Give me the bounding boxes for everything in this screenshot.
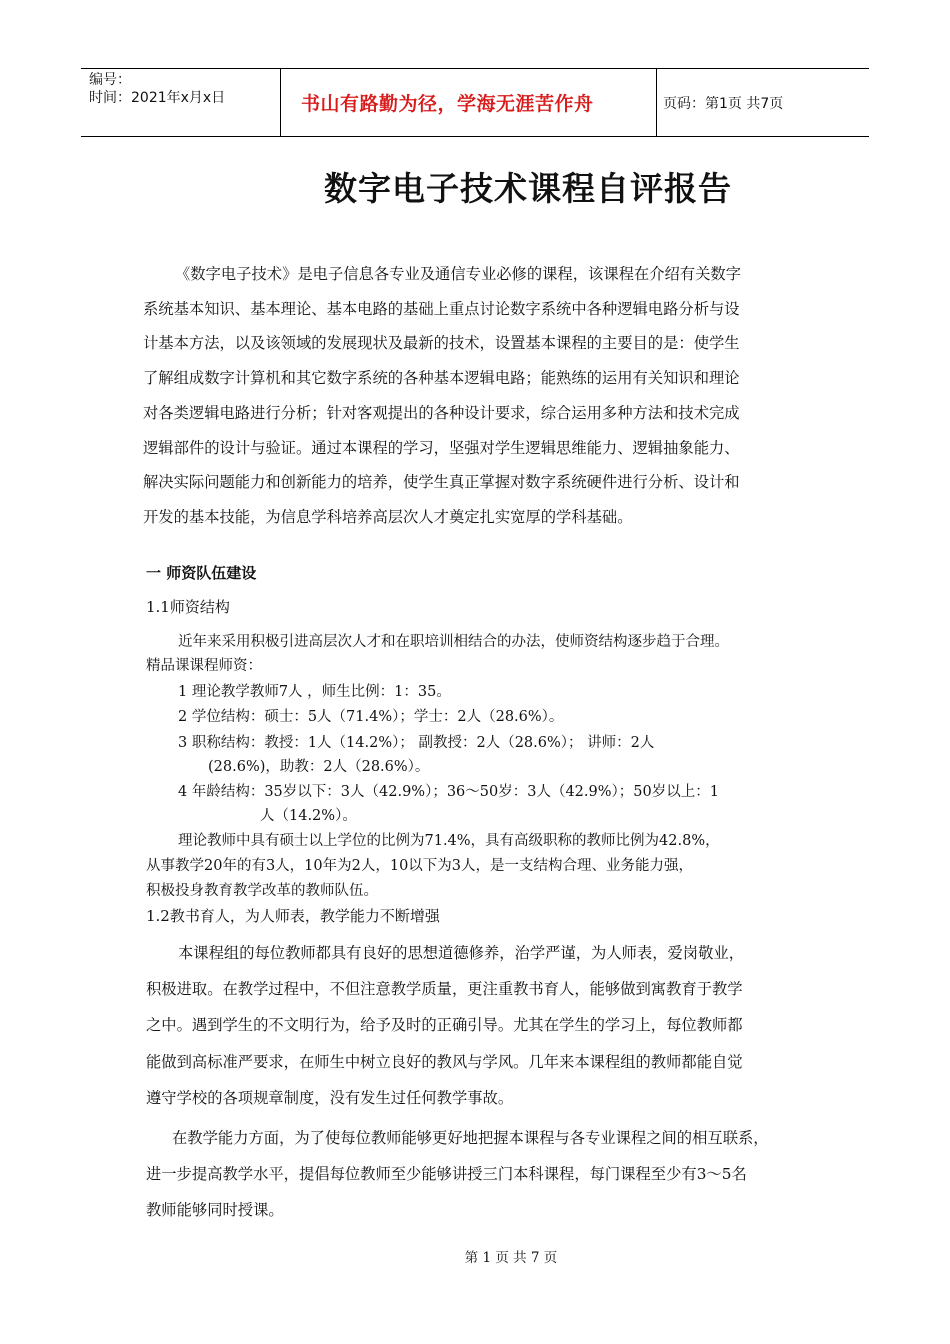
intro-line: 计基本方法，以及该领域的发展现状及最新的技术，设置基本课程的主要目的是：使学生 xyxy=(143,334,740,352)
staff-line: 积极投身教育教学改革的教师队伍。 xyxy=(146,883,378,899)
intro-line: 开发的基本技能，为信息学科培养高层次人才奠定扎实宽厚的学科基础。 xyxy=(143,508,633,526)
staff-line: 精品课课程师资： xyxy=(146,658,262,674)
document-title: 数字电子技术课程自评报告 xyxy=(324,169,732,208)
subsection-heading-1-2: 1.2教书育人，为人师表，教学能力不断增强 xyxy=(146,907,440,925)
staff-line: 从事教学20年的有3人，10年为2人，10以下为3人，是一支结构合理、业务能力强， xyxy=(146,858,694,874)
header-page-info: 页码：第1页 共7页 xyxy=(663,95,784,112)
staff-line: 近年来采用积极引进高层次人才和在职培训相结合的办法，使师资结构逐步趋于合理。 xyxy=(178,634,729,650)
staff-line: (28.6%)，助教：2人（28.6%）。 xyxy=(208,759,430,775)
intro-line: 逻辑部件的设计与验证。通过本课程的学习，坚强对学生逻辑思维能力、逻辑抽象能力、 xyxy=(143,439,740,457)
ability-line: 进一步提高教学水平，提倡每位教师至少能够讲授三门本科课程，每门课程至少有3～5名 xyxy=(146,1165,747,1183)
staff-line: 人（14.2%）。 xyxy=(260,808,357,824)
section-heading: 一 师资队伍建设 xyxy=(146,564,257,582)
intro-line: 解决实际问题能力和创新能力的培养，使学生真正掌握对数字系统硬件进行分析、设计和 xyxy=(143,473,740,491)
document-header xyxy=(81,68,869,137)
teaching-line: 能做到高标准严要求，在师生中树立良好的教风与学风。几年来本课程组的教师都能自觉 xyxy=(146,1053,743,1071)
staff-line: 4 年龄结构：35岁以下：3人（42.9%）；36～50岁：3人（42.9%）；50岁以上：1 xyxy=(178,784,719,800)
teaching-line: 遵守学校的各项规章制度，没有发生过任何教学事故。 xyxy=(146,1089,514,1107)
ability-line: 在教学能力方面，为了使每位教师能够更好地把握本课程与各专业课程之间的相互联系， xyxy=(172,1129,769,1147)
intro-line: 对各类逻辑电路进行分析；针对客观提出的各种设计要求，综合运用多种方法和技术完成 xyxy=(143,404,740,422)
subsection-heading-1-1: 1.1师资结构 xyxy=(146,598,230,616)
intro-line: 《数字电子技术》是电子信息各专业及通信专业必修的课程，该课程在介绍有关数字 xyxy=(175,265,741,283)
teaching-line: 之中。遇到学生的不文明行为，给予及时的正确引导。尤其在学生的学习上，每位教师都 xyxy=(146,1016,743,1034)
staff-line: 1 理论教学教师7人 ，师生比例：1：35。 xyxy=(178,684,451,700)
date-label: 时间：2021年x月x日 xyxy=(89,90,226,106)
staff-line: 理论教师中具有硕士以上学位的比例为71.4%，具有高级职称的教师比例为42.8%， xyxy=(178,833,720,849)
header-meta xyxy=(81,69,281,136)
number-label: 编号： xyxy=(89,72,131,88)
staff-line: 3 职称结构：教授：1人（14.2%）； 副教授：2人（28.6%）； 讲师：2人 xyxy=(178,735,655,751)
staff-line: 2 学位结构：硕士：5人（71.4%）；学士：2人（28.6%）。 xyxy=(178,709,564,725)
intro-line: 系统基本知识、基本理论、基本电路的基础上重点讨论数字系统中各种逻辑电路分析与设 xyxy=(143,300,740,318)
teaching-line: 积极进取。在教学过程中，不但注意教学质量，更注重教书育人，能够做到寓教育于教学 xyxy=(146,980,743,998)
page-footer: 第 1 页 共 7 页 xyxy=(464,1250,558,1266)
ability-line: 教师能够同时授课。 xyxy=(146,1201,284,1219)
teaching-line: 本课程组的每位教师都具有良好的思想道德修养，治学严谨，为人师表，爱岗敬业， xyxy=(178,944,744,962)
intro-line: 了解组成数字计算机和其它数字系统的各种基本逻辑电路；能熟练的运用有关知识和理论 xyxy=(143,369,740,387)
header-motto: 书山有路勤为径，学海无涯苦作舟 xyxy=(281,69,657,136)
